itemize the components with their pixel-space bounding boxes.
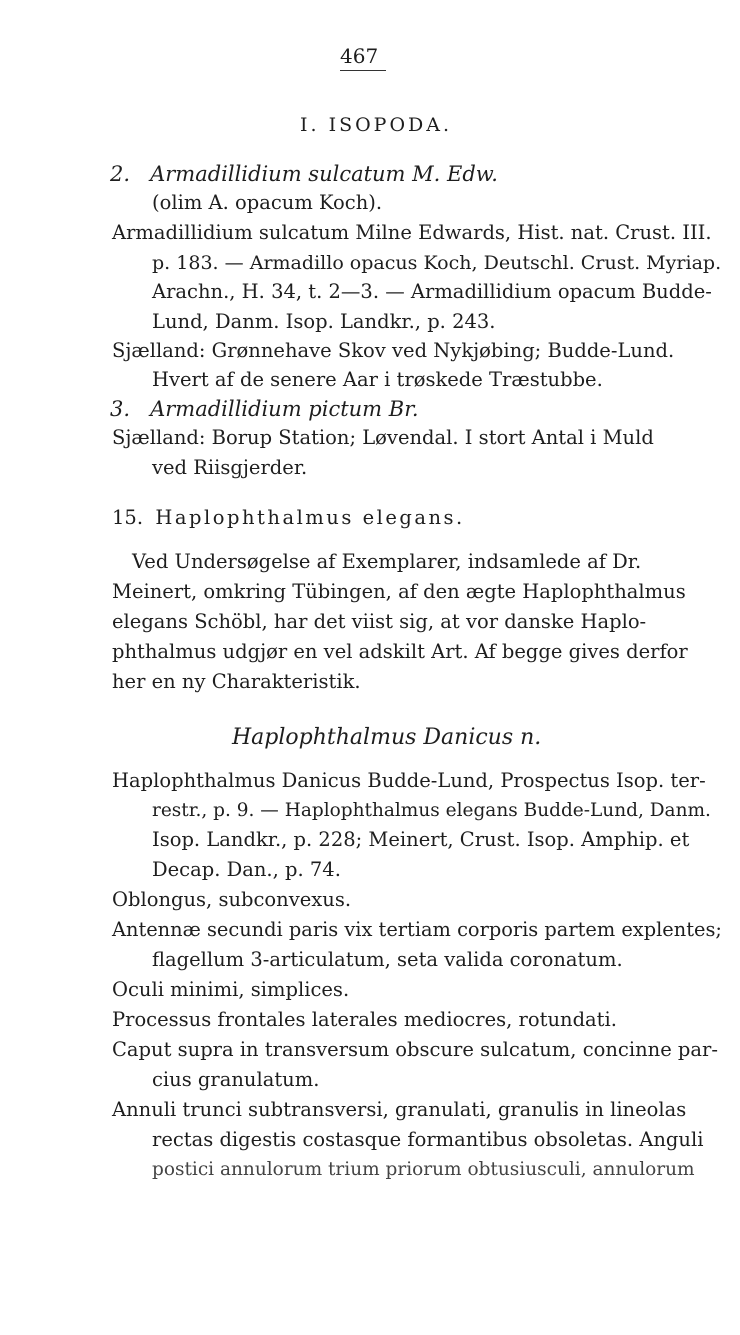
description-line: Processus frontales laterales mediocres, rotundati. — [112, 1008, 617, 1031]
description-line: rectas digestis costasque formantibus obsoletas. Anguli — [152, 1128, 704, 1151]
synonymy-line: Isop. Landkr., p. 228; Meinert, Crust. Isop. Amphip. et — [152, 828, 690, 851]
page-number-rule — [340, 70, 386, 71]
entry-2-heading — [110, 161, 498, 187]
paragraph-line: phthalmus udgjør en vel adskilt Art. Af begge gives derfor — [112, 640, 688, 663]
description-line: Oculi minimi, simplices. — [112, 978, 350, 1001]
entry-15-heading — [112, 505, 465, 531]
locality-line: ved Riisgjerder. — [152, 456, 308, 479]
species-name: Armadillidium pictum Br. — [150, 397, 419, 421]
synonymy-line: Haplophthalmus Danicus Budde-Lund, Prospectus Isop. ter- — [112, 769, 706, 792]
section-heading: I. ISOPODA. — [300, 114, 453, 136]
description-line: postici annulorum trium priorum obtusiusculi, annulorum — [152, 1159, 695, 1180]
synonymy-line: Armadillidium sulcatum Milne Edwards, Hist. nat. Crust. III. — [112, 221, 712, 244]
entry-number: 15. — [112, 506, 144, 529]
species-name: Haplophthalmus elegans. — [155, 506, 465, 529]
paragraph-line: Meinert, omkring Tübingen, af den ægte Haplophthalmus — [112, 580, 686, 603]
paragraph-line: elegans Schöbl, har det viist sig, at vor danske Haplo- — [112, 610, 647, 633]
synonymy-line: restr., p. 9. — Haplophthalmus elegans Budde-Lund, Danm. — [152, 800, 711, 821]
description-line: Caput supra in transversum obscure sulcatum, concinne par- — [112, 1038, 718, 1061]
species-name: Armadillidium sulcatum M. Edw. — [150, 162, 498, 186]
entry-2-olim: (olim A. opacum Koch). — [152, 191, 383, 214]
synonymy-line: Lund, Danm. Isop. Landkr., p. 243. — [152, 310, 496, 333]
synonymy-line: Arachn., H. 34, t. 2—3. — Armadillidium opacum Budde- — [152, 280, 712, 303]
description-line: flagellum 3-articulatum, seta valida coronatum. — [152, 948, 623, 971]
locality-line: Hvert af de senere Aar i trøskede Træstubbe. — [152, 368, 603, 391]
description-line: Antennæ secundi paris vix tertiam corporis partem explentes; — [112, 918, 722, 941]
synonymy-line: Decap. Dan., p. 74. — [152, 858, 341, 881]
description-line: Annuli trunci subtransversi, granulati, granulis in lineolas — [112, 1098, 687, 1121]
synonymy-line: p. 183. — Armadillo opacus Koch, Deutschl. Crust. Myriap. — [152, 252, 722, 274]
species-title: Haplophthalmus Danicus n. — [232, 725, 542, 750]
paragraph-line: her en ny Charakteristik. — [112, 670, 361, 693]
entry-number: 2. — [110, 162, 131, 186]
page-number: 467 — [340, 44, 379, 68]
locality-line: Sjælland: Grønnehave Skov ved Nykjøbing; Budde-Lund. — [112, 339, 675, 362]
paragraph-line: Ved Undersøgelse af Exemplarer, indsamlede af Dr. — [132, 550, 642, 573]
entry-3-heading — [110, 396, 419, 422]
description-line: cius granulatum. — [152, 1068, 320, 1091]
description-line: Oblongus, subconvexus. — [112, 888, 352, 911]
entry-number: 3. — [110, 397, 131, 421]
locality-line: Sjælland: Borup Station; Løvendal. I stort Antal i Muld — [112, 426, 654, 449]
